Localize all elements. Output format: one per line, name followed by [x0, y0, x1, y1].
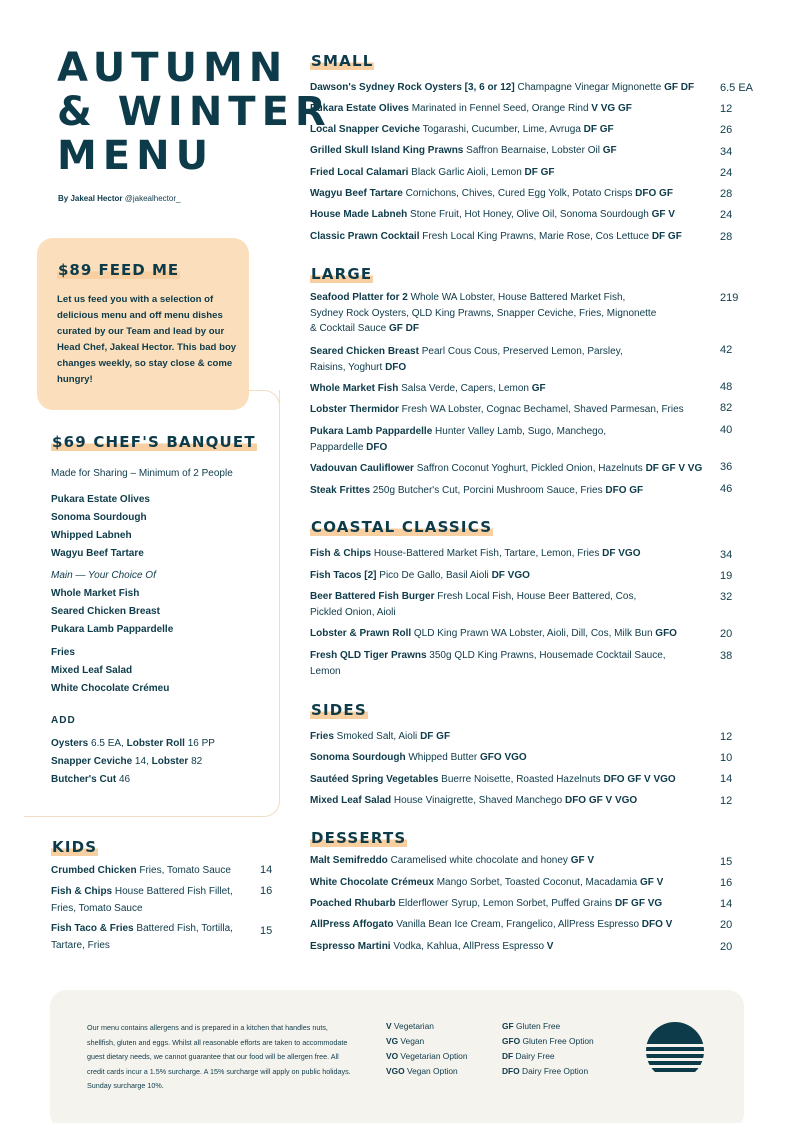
title-line: & WINTER: [57, 89, 332, 135]
byline-label: By Jakeal Hector: [58, 194, 123, 203]
menu-price: 34: [720, 146, 733, 158]
menu-price: 12: [720, 731, 733, 743]
menu-item: Whole Market Fish Salsa Verde, Capers, Lemon GF: [310, 383, 546, 394]
coastal-title: COASTAL CLASSICS: [311, 518, 493, 536]
menu-item: Pukara Lamb Pappardelle Hunter Valley Lamb, Sugo, Manchego, Pappardelle DFO: [310, 426, 607, 453]
menu-price: 219: [720, 292, 739, 304]
menu-item: Seared Chicken Breast Pearl Cous Cous, Preserved Lemon, Parsley, Raisins, Yoghurt DFO: [310, 346, 623, 373]
add-item: Lobster: [151, 756, 189, 767]
menu-item: Espresso Martini Vodka, Kahlua, AllPress Espresso V: [310, 941, 554, 952]
list-item: White Chocolate Crémeu: [51, 683, 170, 694]
menu-price: 20: [720, 941, 733, 953]
list-item: Pukara Lamb Pappardelle: [51, 624, 174, 635]
banquet-title: $69 CHEF'S BANQUET: [52, 433, 256, 451]
sides-title: SIDES: [311, 701, 367, 719]
main-label: Main — Your Choice Of: [51, 570, 156, 581]
menu-item: Fish & Chips House-Battered Market Fish, Tartare, Lemon, Fries DF VGO: [310, 548, 641, 559]
menu-item: Poached Rhubarb Elderflower Syrup, Lemon Sorbet, Puffed Grains DF GF VG: [310, 898, 663, 909]
banquet-mains: [51, 567, 173, 639]
menu-item: Beer Battered Fish Burger Fresh Local Fish, House Beer Battered, Cos, Pickled Onion, Aioli: [310, 591, 637, 618]
list-item: Seared Chicken Breast: [51, 606, 160, 617]
menu-price: 28: [720, 231, 733, 243]
menu-price: 28: [720, 188, 733, 200]
kids-price: 16: [260, 885, 273, 897]
menu-price: 48: [720, 381, 733, 393]
list-item: Pukara Estate Olives: [51, 494, 150, 505]
title-line: MENU: [57, 133, 215, 179]
menu-item: Mixed Leaf Salad House Vinaigrette, Shaved Manchego DFO GF V VGO: [310, 795, 638, 806]
add-item: Oysters: [51, 738, 89, 749]
menu-item: Grilled Skull Island King Prawns Saffron Bearnaise, Lobster Oil GF: [310, 145, 617, 156]
menu-item: Malt Semifreddo Caramelised white chocolate and honey GF V: [310, 855, 595, 866]
menu-item: Lobster & Prawn Roll QLD King Prawn WA Lobster, Aioli, Dill, Cos, Milk Bun GFO: [310, 628, 677, 639]
menu-item: Lobster Thermidor Fresh WA Lobster, Cognac Bechamel, Shaved Parmesan, Fries: [310, 404, 684, 415]
small-title: SMALL: [311, 52, 374, 70]
dietary-legend-left: V Vegetarian VG Vegan VO Vegetarian Option VGO Vegan Option: [386, 1021, 468, 1076]
menu-price: 16: [720, 877, 733, 889]
kids-item: Fish Taco & Fries Battered Fish, Tortilla, Tartare, Fries: [51, 923, 233, 951]
list-item: Whole Market Fish: [51, 588, 140, 599]
kids-item: Crumbed Chicken Fries, Tomato Sauce: [51, 865, 231, 876]
feed-me-text: Let us feed you with a selection of delicious menu and off menu dishes curated by our Team and lead by our Head Chef, Jakeal Hector. This bad boy changes weekly, so stay close & come hungry!: [57, 294, 237, 385]
menu-price: 15: [720, 856, 733, 868]
list-item: Mixed Leaf Salad: [51, 665, 133, 676]
kids-price: 15: [260, 925, 273, 937]
add-price: 82: [188, 756, 203, 767]
desserts-title: DESSERTS: [311, 829, 407, 847]
menu-price: 12: [720, 103, 733, 115]
menu-item: Classic Prawn Cocktail Fresh Local King Prawns, Marie Rose, Cos Lettuce DF GF: [310, 231, 682, 242]
add-price: 16 PP: [184, 738, 215, 749]
kids-title: KIDS: [52, 838, 98, 856]
menu-price: 36: [720, 461, 733, 473]
menu-price: 26: [720, 124, 733, 136]
menu-item: Fries Smoked Salt, Aioli DF GF: [310, 731, 451, 742]
menu-price: 19: [720, 570, 733, 582]
menu-price: 12: [720, 795, 733, 807]
list-item: Wagyu Beef Tartare: [51, 548, 144, 559]
menu-item: Wagyu Beef Tartare Cornichons, Chives, Cured Egg Yolk, Potato Crisps DFO GF: [310, 188, 673, 199]
menu-price: 82: [720, 402, 733, 414]
allergen-disclaimer: Our menu contains allergens and is prepared in a kitchen that handles nuts, shellfish, gluten and eggs. Whilst all reasonable efforts are taken to accommodate guest dietary needs, we cannot guarantee that our food will be allergen free. All credit cards incur a 1.5% surcharge. A 15% surcharge will apply on public holidays. Sunday surcharge 10%.: [87, 1023, 351, 1090]
menu-price: 42: [720, 344, 733, 356]
menu-price: 40: [720, 424, 733, 436]
kids-item: Fish & Chips House Battered Fish Fillet, Fries, Tomato Sauce: [51, 886, 233, 914]
add-price: 46: [116, 774, 131, 785]
menu-item: White Chocolate Crémeux Mango Sorbet, Toasted Coconut, Macadamia GF V: [310, 877, 664, 888]
menu-price: 38: [720, 650, 733, 662]
menu-item: Fried Local Calamari Black Garlic Aioli, Lemon DF GF: [310, 167, 555, 178]
menu-price: 46: [720, 483, 733, 495]
menu-item: Sautéed Spring Vegetables Buerre Noisette, Roasted Hazelnuts DFO GF V VGO: [310, 774, 676, 785]
menu-item: Dawson's Sydney Rock Oysters [3, 6 or 12] Champagne Vinegar Mignonette GF DF: [310, 82, 695, 93]
menu-item: Fresh QLD Tiger Prawns 350g QLD King Prawns, Housemade Cocktail Sauce, Lemon: [310, 650, 666, 677]
banquet-starters: [51, 491, 150, 563]
dietary-legend-right: GF Gluten Free GFO Gluten Free Option DF Dairy Free DFO Dairy Free Option: [502, 1021, 594, 1076]
sunset-wave-icon: [646, 1022, 704, 1080]
menu-price: 6.5 EA: [720, 82, 754, 94]
menu-item: Vadouvan Cauliflower Saffron Coconut Yoghurt, Pickled Onion, Hazelnuts DF GF V VG: [310, 463, 703, 474]
menu-item: Seafood Platter for 2 Whole WA Lobster, House Battered Market Fish, Sydney Rock Oysters, QLD King Prawns, Snapper Ceviche, Fries, Mignonette & Cocktail Sauce GF DF: [310, 292, 657, 334]
add-list: [51, 735, 215, 789]
add-item: Lobster Roll: [126, 738, 185, 749]
menu-price: 20: [720, 919, 733, 931]
add-price: 6.5 EA,: [88, 738, 127, 749]
menu-price: 14: [720, 773, 733, 785]
menu-price: 10: [720, 752, 733, 764]
add-item: Butcher's Cut: [51, 774, 117, 785]
add-price: 14,: [132, 756, 152, 767]
menu-item: AllPress Affogato Vanilla Bean Ice Cream, Frangelico, AllPress Espresso DFO V: [310, 919, 673, 930]
menu-item: Sonoma Sourdough Whipped Butter GFO VGO: [310, 752, 527, 763]
banquet-subtitle: Made for Sharing – Minimum of 2 People: [51, 468, 233, 479]
menu-item: Pukara Estate Olives Marinated in Fennel Seed, Orange Rind V VG GF: [310, 103, 632, 114]
menu-price: 20: [720, 628, 733, 640]
list-item: Fries: [51, 647, 75, 658]
add-item: Snapper Ceviche: [51, 756, 133, 767]
menu-price: 34: [720, 549, 733, 561]
list-item: Sonoma Sourdough: [51, 512, 147, 523]
kids-price: 14: [260, 864, 273, 876]
byline: [58, 194, 180, 203]
add-title: ADD: [51, 715, 76, 726]
menu-item: House Made Labneh Stone Fruit, Hot Honey, Olive Oil, Sonoma Sourdough GF V: [310, 209, 675, 220]
byline-handle: @jakealhector_: [124, 194, 181, 203]
menu-price: 14: [720, 898, 733, 910]
menu-item: Fish Tacos [2] Pico De Gallo, Basil Aioli DF VGO: [310, 570, 530, 581]
menu-item: Local Snapper Ceviche Togarashi, Cucumber, Lime, Avruga DF GF: [310, 124, 614, 135]
banquet-sides: [51, 644, 169, 698]
title-line: AUTUMN: [57, 45, 289, 91]
large-title: LARGE: [311, 265, 373, 283]
menu-price: 24: [720, 209, 733, 221]
menu-price: 32: [720, 591, 733, 603]
menu-price: 24: [720, 167, 733, 179]
list-item: Whipped Labneh: [51, 530, 132, 541]
feed-me-title: $89 FEED ME: [58, 261, 180, 279]
menu-title: [57, 46, 332, 178]
menu-item: Steak Frittes 250g Butcher's Cut, Porcini Mushroom Sauce, Fries DFO GF: [310, 485, 644, 496]
banquet-card-corner: [249, 390, 280, 420]
